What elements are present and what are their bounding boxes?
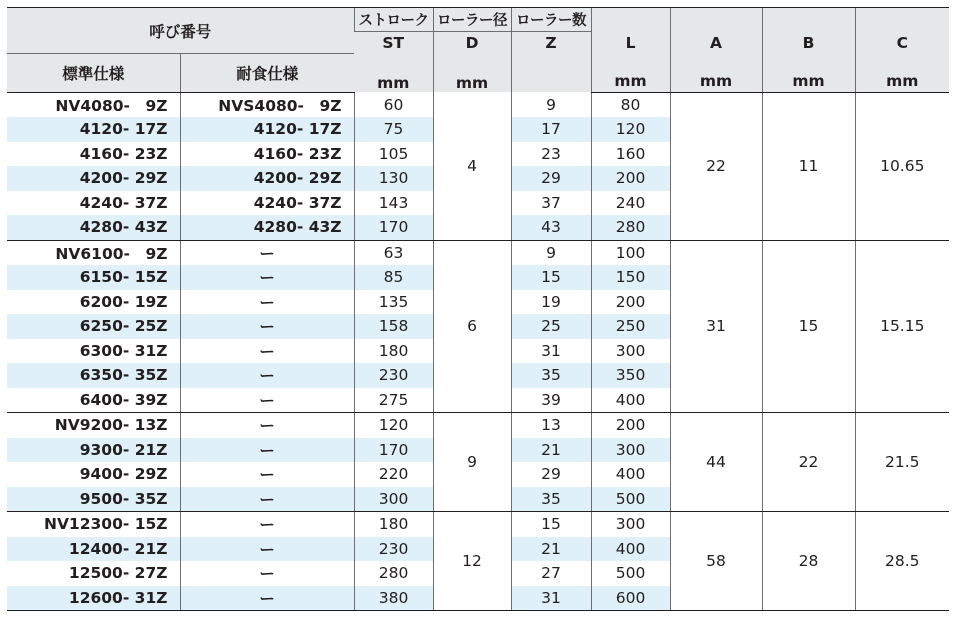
header-d-unit <box>433 32 511 93</box>
stroke-cell: 75 <box>354 117 433 142</box>
roller-count-cell: 37 <box>511 191 591 216</box>
roller-dia-cell: 6 <box>433 240 511 413</box>
stroke-cell: 135 <box>354 290 433 315</box>
header-nominal: 呼び番号 <box>7 8 354 54</box>
roller-count-cell: 25 <box>511 314 591 339</box>
header-L: L <box>591 8 670 54</box>
stroke-cell: 63 <box>354 240 433 265</box>
standard-model-cell: 6150- 15Z <box>7 265 180 290</box>
stroke-cell: 60 <box>354 92 433 117</box>
length-cell: 400 <box>591 388 670 413</box>
spec-table <box>7 7 949 611</box>
roller-count-cell: 21 <box>511 438 591 463</box>
unit-A: mm <box>670 54 762 93</box>
table-body <box>7 92 949 611</box>
stroke-cell: 180 <box>354 339 433 364</box>
standard-model-cell: 6400- 39Z <box>7 388 180 413</box>
header-z <box>511 32 591 93</box>
length-cell: 300 <box>591 438 670 463</box>
stroke-cell: 230 <box>354 363 433 388</box>
length-cell: 200 <box>591 413 670 438</box>
roller-count-cell: 31 <box>511 586 591 611</box>
header-stroke: ストローク <box>354 8 433 32</box>
table-header <box>7 8 949 93</box>
roller-count-cell: 39 <box>511 388 591 413</box>
roller-dia-cell: 9 <box>433 413 511 512</box>
corrosion-model-cell: 4120- 17Z <box>180 117 354 142</box>
standard-model-cell: NV6100- 9Z <box>55 244 168 263</box>
corrosion-model-cell: ー <box>180 240 354 265</box>
dim-B-cell: 11 <box>762 92 855 240</box>
d-unit: mm <box>455 74 489 92</box>
length-cell: 280 <box>591 215 670 240</box>
corrosion-model-cell: ー <box>180 487 354 512</box>
stroke-cell: 170 <box>354 215 433 240</box>
roller-count-cell: 19 <box>511 290 591 315</box>
stroke-cell: 158 <box>354 314 433 339</box>
stroke-cell: 170 <box>354 438 433 463</box>
z-symbol: Z <box>545 34 557 52</box>
roller-count-cell: 35 <box>511 487 591 512</box>
length-cell: 100 <box>591 240 670 265</box>
stroke-cell: 275 <box>354 388 433 413</box>
standard-model-cell: 4160- 23Z <box>79 144 168 163</box>
roller-count-cell: 35 <box>511 363 591 388</box>
roller-count-cell: 17 <box>511 117 591 142</box>
roller-count-cell: 29 <box>511 462 591 487</box>
corrosion-model-cell: ー <box>180 413 354 438</box>
table-row <box>7 240 949 265</box>
dim-A-cell: 22 <box>670 92 762 240</box>
corrosion-model-cell: ー <box>180 363 354 388</box>
d-symbol: D <box>465 34 479 52</box>
table-row <box>7 413 949 438</box>
stroke-cell: 105 <box>354 142 433 167</box>
corrosion-model-cell: 4200- 29Z <box>180 166 354 191</box>
dim-C-cell: 28.5 <box>855 512 949 611</box>
header-A: A <box>670 8 762 54</box>
header-standard: 標準仕様 <box>7 54 180 93</box>
standard-model-cell: NV4080- 9Z <box>55 96 168 115</box>
unit-L: mm <box>591 54 670 93</box>
stroke-cell: 130 <box>354 166 433 191</box>
length-cell: 160 <box>591 142 670 167</box>
standard-model-cell: 4200- 29Z <box>7 166 180 191</box>
st-unit: mm <box>377 74 410 92</box>
unit-B: mm <box>762 54 855 93</box>
roller-count-cell: 9 <box>511 240 591 265</box>
corrosion-model-cell: 4280- 43Z <box>180 215 354 240</box>
dim-A-cell: 58 <box>670 512 762 611</box>
roller-dia-cell: 12 <box>433 512 511 611</box>
length-cell: 400 <box>591 537 670 562</box>
dim-C-cell: 15.15 <box>855 240 949 413</box>
stroke-cell: 300 <box>354 487 433 512</box>
standard-model-cell: 12400- 21Z <box>7 537 180 562</box>
length-cell: 300 <box>591 339 670 364</box>
length-cell: 120 <box>591 117 670 142</box>
roller-dia-cell: 4 <box>433 92 511 240</box>
header-B: B <box>762 8 855 54</box>
length-cell: 300 <box>591 512 670 537</box>
standard-model-cell: 6250- 25Z <box>7 314 180 339</box>
length-cell: 600 <box>591 586 670 611</box>
standard-model-cell: 4240- 37Z <box>79 193 168 212</box>
standard-model-cell: 9400- 29Z <box>79 465 168 484</box>
corrosion-model-cell: ー <box>180 290 354 315</box>
stroke-cell: 120 <box>354 413 433 438</box>
corrosion-model-cell: ー <box>180 586 354 611</box>
roller-count-cell: 15 <box>511 265 591 290</box>
dim-B-cell: 15 <box>762 240 855 413</box>
length-cell: 80 <box>591 92 670 117</box>
dim-A-cell: 31 <box>670 240 762 413</box>
length-cell: 200 <box>591 290 670 315</box>
length-cell: 150 <box>591 265 670 290</box>
corrosion-model-cell: ー <box>180 512 354 537</box>
roller-count-cell: 43 <box>511 215 591 240</box>
stroke-cell: 230 <box>354 537 433 562</box>
corrosion-model-cell: 4160- 23Z <box>180 142 354 167</box>
st-symbol: ST <box>382 34 405 52</box>
standard-model-cell: 6300- 31Z <box>79 341 168 360</box>
corrosion-model-cell: ー <box>180 339 354 364</box>
standard-model-cell: 6350- 35Z <box>7 363 180 388</box>
length-cell: 400 <box>591 462 670 487</box>
standard-model-cell: 9500- 35Z <box>7 487 180 512</box>
stroke-cell: 180 <box>354 512 433 537</box>
corrosion-model-cell: ー <box>180 438 354 463</box>
stroke-cell: 220 <box>354 462 433 487</box>
roller-count-cell: 13 <box>511 413 591 438</box>
stroke-cell: 85 <box>354 265 433 290</box>
table-row <box>7 92 949 117</box>
length-cell: 500 <box>591 487 670 512</box>
corrosion-model-cell: ー <box>180 462 354 487</box>
length-cell: 200 <box>591 166 670 191</box>
header-roller-dia: ローラー径 <box>433 8 511 32</box>
dim-B-cell: 22 <box>762 413 855 512</box>
dim-C-cell: 10.65 <box>855 92 949 240</box>
standard-model-cell: 12500- 27Z <box>68 564 168 583</box>
corrosion-model-cell: ー <box>180 537 354 562</box>
stroke-cell: 380 <box>354 586 433 611</box>
corrosion-model-cell: ー <box>180 265 354 290</box>
header-corrosion: 耐食仕様 <box>180 54 354 93</box>
standard-model-cell: 9300- 21Z <box>7 438 180 463</box>
roller-count-cell: 15 <box>511 512 591 537</box>
length-cell: 350 <box>591 363 670 388</box>
standard-model-cell: NV9200- 13Z <box>54 416 168 435</box>
length-cell: 500 <box>591 561 670 586</box>
length-cell: 240 <box>591 191 670 216</box>
corrosion-model-cell: ー <box>180 561 354 586</box>
dim-B-cell: 28 <box>762 512 855 611</box>
roller-count-cell: 31 <box>511 339 591 364</box>
standard-model-cell: 6200- 19Z <box>79 292 168 311</box>
roller-count-cell: 23 <box>511 142 591 167</box>
corrosion-model-cell: ー <box>180 388 354 413</box>
header-stroke-unit <box>354 32 433 93</box>
unit-C: mm <box>855 54 949 93</box>
standard-model-cell: 4280- 43Z <box>7 215 180 240</box>
corrosion-model-cell: ー <box>180 314 354 339</box>
roller-count-cell: 21 <box>511 537 591 562</box>
standard-model-cell: 12600- 31Z <box>7 586 180 611</box>
roller-count-cell: 27 <box>511 561 591 586</box>
corrosion-model-cell: 4240- 37Z <box>180 191 354 216</box>
dim-C-cell: 21.5 <box>855 413 949 512</box>
roller-count-cell: 9 <box>511 92 591 117</box>
corrosion-model-cell: NVS4080- 9Z <box>180 92 354 117</box>
table-row <box>7 512 949 537</box>
roller-count-cell: 29 <box>511 166 591 191</box>
stroke-cell: 143 <box>354 191 433 216</box>
standard-model-cell: 4120- 17Z <box>7 117 180 142</box>
header-C: C <box>855 8 949 54</box>
standard-model-cell: NV12300- 15Z <box>43 515 168 534</box>
dim-A-cell: 44 <box>670 413 762 512</box>
header-roller-count: ローラー数 <box>511 8 591 32</box>
stroke-cell: 280 <box>354 561 433 586</box>
length-cell: 250 <box>591 314 670 339</box>
